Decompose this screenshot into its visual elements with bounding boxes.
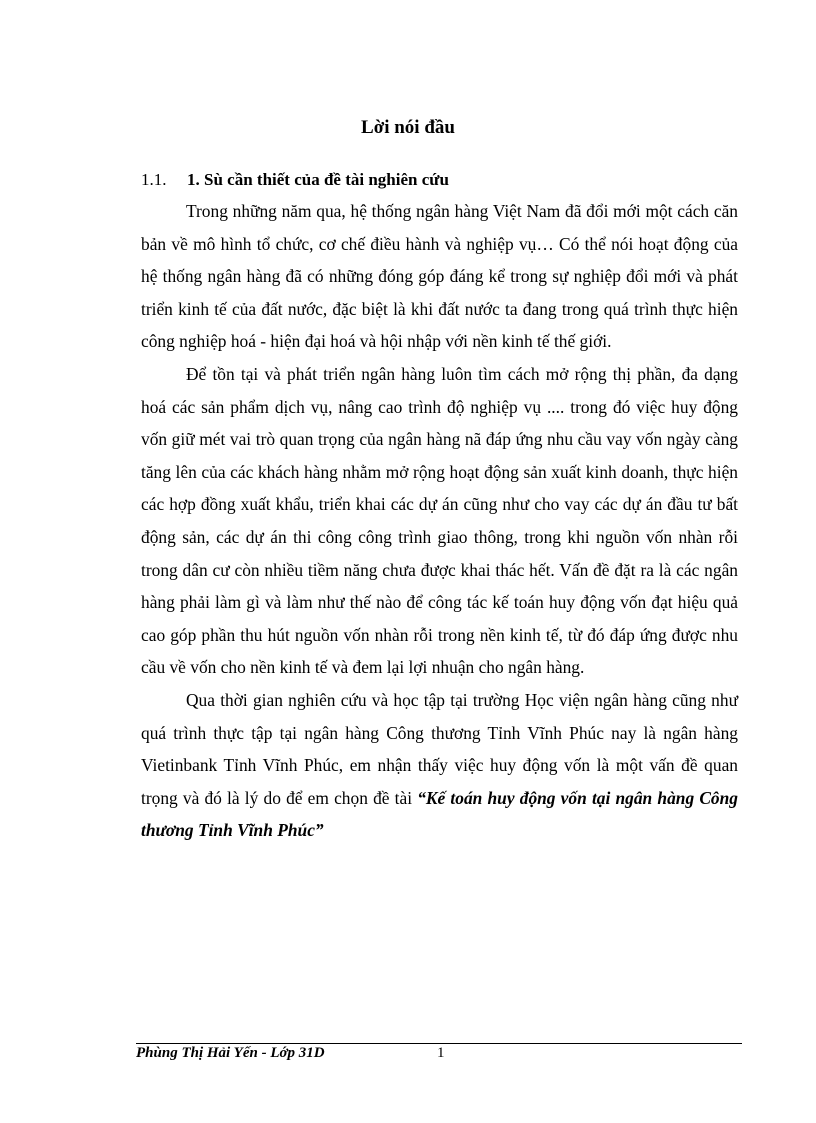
body-text [141,195,738,847]
footer-author: Phùng Thị Hải Yến - Lớp 31D [136,1045,325,1061]
paragraph-final [141,684,738,847]
paragraph: Trong những năm qua, hệ thống ngân hàng Việt Nam đã đổi mới một cách căn bản về mô hình tổ chức, cơ chế điều hành và nghiệp vụ… Có thể nói hoạt động của hệ thống ngân hàng đã có những đóng góp đáng kể trong sự nghiệp đổi mới và phát triển kinh tế của đất nước, đặc biệt là khi đất nước ta đang trong quá trình thực hiện công nghiệp hoá - hiện đại hoá và hội nhập với nền kinh tế thế giới. [141,201,738,352]
paragraph: Để tồn tại và phát triển ngân hàng luôn tìm cách mở rộng thị phần, đa dạng hoá các sản phẩm dịch vụ, nâng cao trình độ nghiệp vụ .... trong đó việc huy động vốn giữ mét vai trò quan trọng của ngân hàng nã đáp ứng nhu cầu vay vốn ngày càng tăng lên của các khách hàng nhằm mở rộng hoạt động sản xuất kinh doanh, thực hiện các hợp đồng xuất khẩu, triển khai các dự án cũng như cho vay các dự án đầu tư bất động sản, các dự án thi công công trình giao thông, trong khi nguồn vốn nhàn rỗi trong dân cư còn nhiều tiềm năng chưa được khai thác hết. Vấn đề đặt ra là các ngân hàng phải làm gì và làm như thế nào để công tác kế toán huy động vốn đạt hiệu quả cao góp phần thu hút nguồn vốn nhàn rỗi trong nền kinh tế, từ đó đáp ứng được nhu cầu về vốn cho nền kinh tế và đem lại lợi nhuận cho ngân hàng. [141,363,738,678]
page-number: 1 [437,1045,445,1061]
section-number: 1.1. [141,170,167,189]
section-heading-number: 1. [187,170,200,189]
page-title: Lời nói đầu [361,117,455,138]
section-heading [141,170,449,190]
thesis-topic-emphasis: “Kế toán huy động vốn tại ngân hàng Công thương Tỉnh Vĩnh Phúc” [141,787,738,841]
paragraph-final-text: Qua thời gian nghiên cứu và học tập tại trường Học viện ngân hàng cũng như quá trình thực tập tại ngân hàng Công thương Tỉnh Vĩnh Phúc nay là ngân hàng Vietinbank Tỉnh Vĩnh Phúc, em nhận thấy việc huy động vốn là một vấn đề quan trọng và đó là lý do để em chọn đề tài [141,689,738,808]
section-heading-text: Sù cần thiết của đề tài nghiên cứu [204,170,449,189]
footer-divider [136,1043,742,1044]
